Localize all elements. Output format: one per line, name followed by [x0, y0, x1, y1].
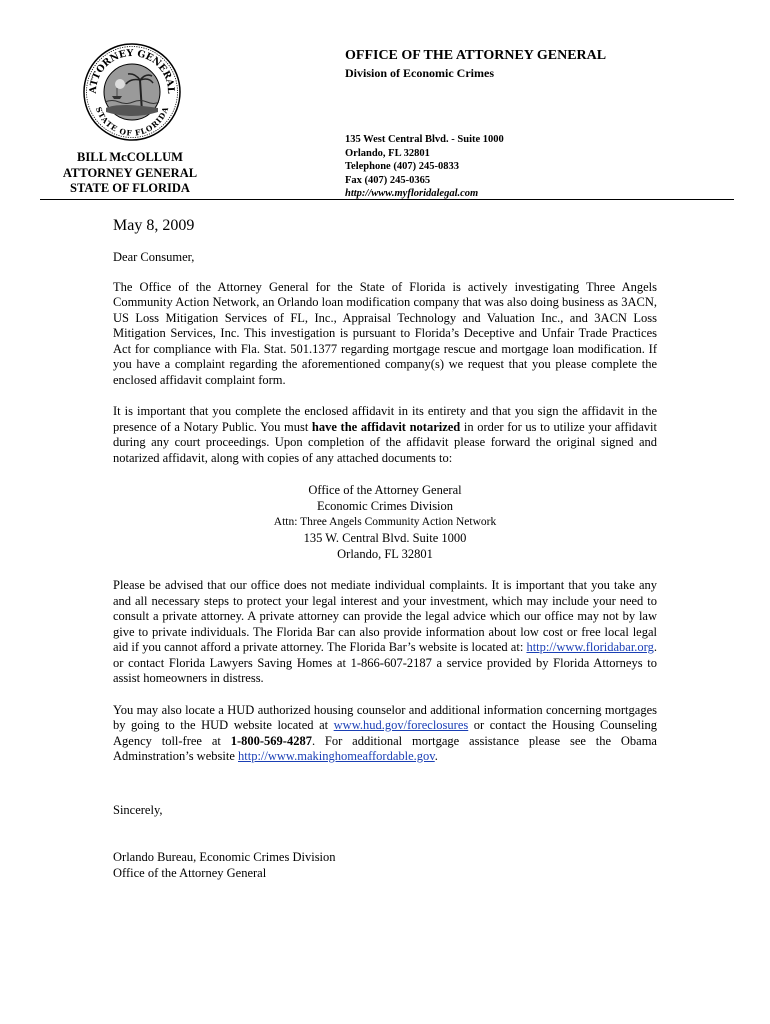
paragraph-hud	[113, 703, 657, 765]
mailing-address-attn: Attn: Three Angels Community Action Network	[273, 516, 497, 528]
header-divider	[40, 199, 734, 200]
fax-line: Fax (407) 245-0365	[345, 174, 431, 186]
website-link[interactable]: http://www.myfloridalegal.com	[345, 188, 479, 199]
mailing-address-block	[113, 482, 657, 562]
address-line-1: 135 West Central Blvd. - Suite 1000	[345, 134, 504, 145]
paragraph-legal-advice-text-1: Please be advised that our office does not mediate individual complaints. It is important that you take any and all necessary steps to protect your legal interest and your investment, which may include your need to consult a private attorney. A private attorney can provide the legal advice which our office may not by law give to private individuals. The Florida Bar can also provide information about low cost or free local legal aid if you cannot afford a private attorney. The Florida Bar’s website is located at:	[113, 578, 657, 654]
hud-foreclosures-link[interactable]: www.hud.gov/foreclosures	[333, 718, 469, 732]
mailing-address-line-5: Orlando, FL 32801	[337, 547, 433, 561]
letter-body	[113, 217, 657, 881]
paragraph-affidavit	[113, 404, 657, 466]
official-state: STATE OF FLORIDA	[70, 181, 190, 195]
office-address-block	[345, 133, 504, 201]
svg-text:ATTORNEY GENERAL: ATTORNEY GENERAL	[87, 47, 177, 94]
paragraph-investigation: The Office of the Attorney General for the State of Florida is actively investigating Three Angels Community Action Network, an Orlando loan modification company that was also doing business as 3ACN, US Loss Mitigation Services of FL, Inc., Appraisal Technology and Valuation Inc., and 3ACN Loss Mitigation Services, Inc. This investigation is pursuant to Florida’s Deceptive and Unfair Trade Practices Act for compliance with Fla. Stat. 501.1377 regarding mortgage rescue and mortgage loan modification. If you have a complaint regarding the aforementioned company(s) we request that you please complete the enclosed affidavit complaint form.	[113, 279, 657, 387]
hud-phone-number: 1-800-569-4287	[230, 733, 312, 748]
paragraph-legal-advice	[113, 578, 657, 687]
paragraph-legal-advice-text-2: . or contact Florida Lawyers Saving Homes at 1-866-607-2187 a service provided by Florida Attorneys to assist homeowners in distress.	[113, 640, 657, 685]
florida-bar-link[interactable]: http://www.floridabar.org	[526, 640, 654, 654]
mailing-address-line-4: 135 W. Central Blvd. Suite 1000	[303, 531, 467, 545]
state-seal-icon	[82, 42, 182, 142]
paragraph-hud-text-3: . For additional mortgage assistance please see the Obama Adminstration’s website	[113, 733, 657, 763]
signature-line-2: Office of the Attorney General	[113, 865, 267, 880]
closing: Sincerely,	[113, 802, 163, 817]
official-name: BILL McCOLLUM	[77, 150, 183, 164]
office-division: Division of Economic Crimes	[345, 66, 494, 80]
signature-line-1: Orlando Bureau, Economic Crimes Division	[113, 850, 336, 864]
paragraph-affidavit-text-1: It is important that you complete the enclosed affidavit in its entirety and that you sign the affidavit in the presence of a Notary Public. You must	[113, 404, 657, 434]
salutation: Dear Consumer,	[113, 250, 195, 264]
paragraph-hud-text-end: .	[434, 749, 438, 763]
paragraph-hud-text-2: or contact the Housing Counseling Agency toll-free at	[113, 718, 658, 748]
notarized-emphasis: have the affidavit notarized	[311, 419, 461, 434]
mailing-address-line-1: Office of the Attorney General	[308, 483, 462, 497]
paragraph-hud-text-1: You may also locate a HUD authorized housing counselor and additional information concerning mortgages by going to the HUD website located at	[113, 702, 657, 732]
office-title: OFFICE OF THE ATTORNEY GENERAL	[345, 48, 607, 63]
address-line-2: Orlando, FL 32801	[345, 147, 430, 159]
official-title: ATTORNEY GENERAL	[62, 165, 198, 180]
attorney-general-block	[40, 150, 220, 197]
svg-text:STATE OF FLORIDA: STATE OF FLORIDA	[93, 105, 171, 138]
telephone-line: Telephone (407) 245-0833	[345, 161, 459, 172]
paragraph-affidavit-text-2: in order for us to utilize your affidavit during any court proceedings. Upon completion of the affidavit please forward the original signed and notarized affidavit, along with copies of any attached documents to:	[113, 419, 657, 465]
letter-date: May 8, 2009	[113, 217, 195, 234]
mailing-address-line-2: Economic Crimes Division	[316, 499, 454, 513]
making-home-affordable-link[interactable]: http://www.makinghomeaffordable.gov	[238, 749, 435, 763]
